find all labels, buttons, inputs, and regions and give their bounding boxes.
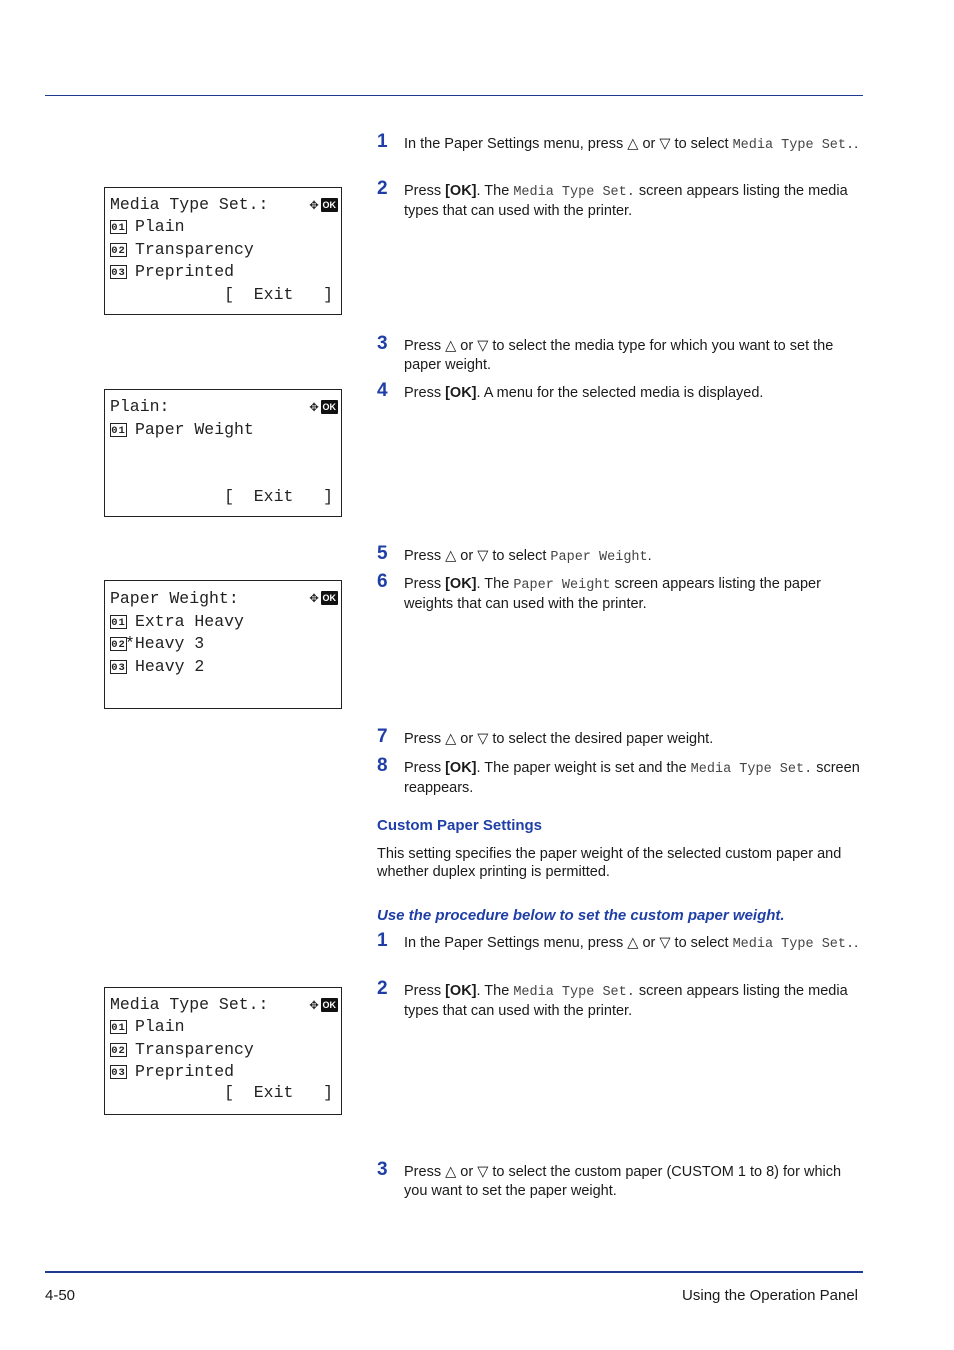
footer-rule (45, 1271, 863, 1273)
step: 1 In the Paper Settings menu, press △ or ▽ to select Media Type Set.. (377, 131, 859, 153)
nav-ok-indicator (309, 195, 338, 214)
header-rule (45, 95, 863, 96)
lcd-title: Media Type Set.: (110, 995, 269, 1014)
lcd-row: 01 Paper Weight (111, 420, 254, 439)
lcd-screen-media-type-set-2 (104, 987, 342, 1115)
item-number-icon: 01 (111, 1022, 126, 1034)
step: 2 Press [OK]. The Media Type Set. screen appears listing the media types that can used with the printer. (377, 178, 848, 219)
ok-icon: OK (322, 199, 336, 210)
exit-softkey: [ Exit ] (224, 1083, 333, 1102)
step: 3 Press △ or ▽ to select the media type for which you want to set the paper weight. (377, 333, 834, 373)
item-number-icon: 02 (111, 1045, 126, 1057)
step-number: 1 (377, 131, 388, 152)
step: 5 Press △ or ▽ to select Paper Weight. (377, 543, 652, 565)
lcd-screen-plain (104, 389, 342, 517)
chapter-title: Using the Operation Panel (682, 1287, 858, 1304)
exit-softkey: [ Exit ] (224, 487, 333, 506)
ok-icon: OK (322, 592, 336, 603)
item-number-icon: 02 (111, 639, 126, 651)
lcd-screen-media-type-set (104, 187, 342, 315)
procedure-heading: Use the procedure below to set the custom paper weight. (377, 907, 785, 924)
lcd-title: Paper Weight: (110, 589, 239, 608)
step: 7 Press △ or ▽ to select the desired paper weight. (377, 726, 714, 747)
lcd-row: 02 Transparency (111, 1040, 254, 1059)
step: 6 Press [OK]. The Paper Weight screen appears listing the paper weights that can used with the printer. (377, 571, 821, 612)
item-number-icon: 03 (111, 662, 126, 674)
item-number-icon: 01 (111, 222, 126, 234)
page-number: 4-50 (45, 1287, 76, 1304)
lcd-row: 01 Extra Heavy (111, 612, 244, 631)
ok-icon: OK (322, 401, 336, 412)
lcd-row-selected: 02*Heavy 3 (111, 634, 205, 653)
step: 3 Press △ or ▽ to select the custom paper (CUSTOM 1 to 8) for which you want to set the paper weight. (377, 1159, 842, 1199)
item-number-icon: 03 (111, 1067, 126, 1079)
lcd-row: 03 Heavy 2 (111, 657, 205, 676)
step-number: 4 (377, 380, 388, 401)
item-number-icon: 01 (111, 425, 126, 437)
arrow-keys-icon: ✥ (309, 197, 319, 214)
step-number: 7 (377, 726, 388, 747)
step: 2 Press [OK]. The Media Type Set. screen appears listing the media types that can used with the printer. (377, 978, 848, 1019)
step-number: 3 (377, 333, 388, 354)
lcd-row: 01 Plain (111, 1017, 185, 1036)
item-number-icon: 01 (111, 617, 126, 629)
step-number: 6 (377, 571, 388, 592)
step-number: 3 (377, 1159, 388, 1180)
item-number-icon: 02 (111, 245, 126, 257)
lcd-row: 02 Transparency (111, 240, 254, 259)
step: 1 In the Paper Settings menu, press △ or ▽ to select Media Type Set.. (377, 930, 859, 952)
lcd-row: 01 Plain (111, 217, 185, 236)
lcd-screen-paper-weight (104, 580, 342, 709)
arrow-keys-icon: ✥ (309, 590, 319, 607)
lcd-row: 03 Preprinted (111, 262, 235, 281)
step-number: 8 (377, 755, 388, 776)
item-number-icon: 03 (111, 267, 126, 279)
ok-icon: OK (322, 999, 336, 1010)
arrow-keys-icon: ✥ (309, 997, 319, 1014)
nav-ok-indicator (309, 995, 338, 1014)
step: 4 Press [OK]. A menu for the selected media is displayed. (377, 380, 764, 401)
section-body: This setting specifies the paper weight of the selected custom paper and whether duplex printing is permitted. (377, 846, 842, 880)
arrow-keys-icon: ✥ (309, 399, 319, 416)
nav-ok-indicator (309, 397, 338, 416)
exit-softkey: [ Exit ] (224, 285, 333, 304)
lcd-row: 03 Preprinted (111, 1062, 235, 1081)
step-number: 2 (377, 978, 388, 999)
step-number: 5 (377, 543, 388, 564)
section-heading: Custom Paper Settings (377, 817, 543, 834)
step: 8 Press [OK]. The paper weight is set and the Media Type Set. screen reappears. (377, 755, 860, 796)
lcd-title: Plain: (110, 397, 170, 416)
step-number: 1 (377, 930, 388, 951)
nav-ok-indicator (309, 588, 338, 607)
lcd-title: Media Type Set.: (110, 195, 269, 214)
step-number: 2 (377, 178, 388, 199)
